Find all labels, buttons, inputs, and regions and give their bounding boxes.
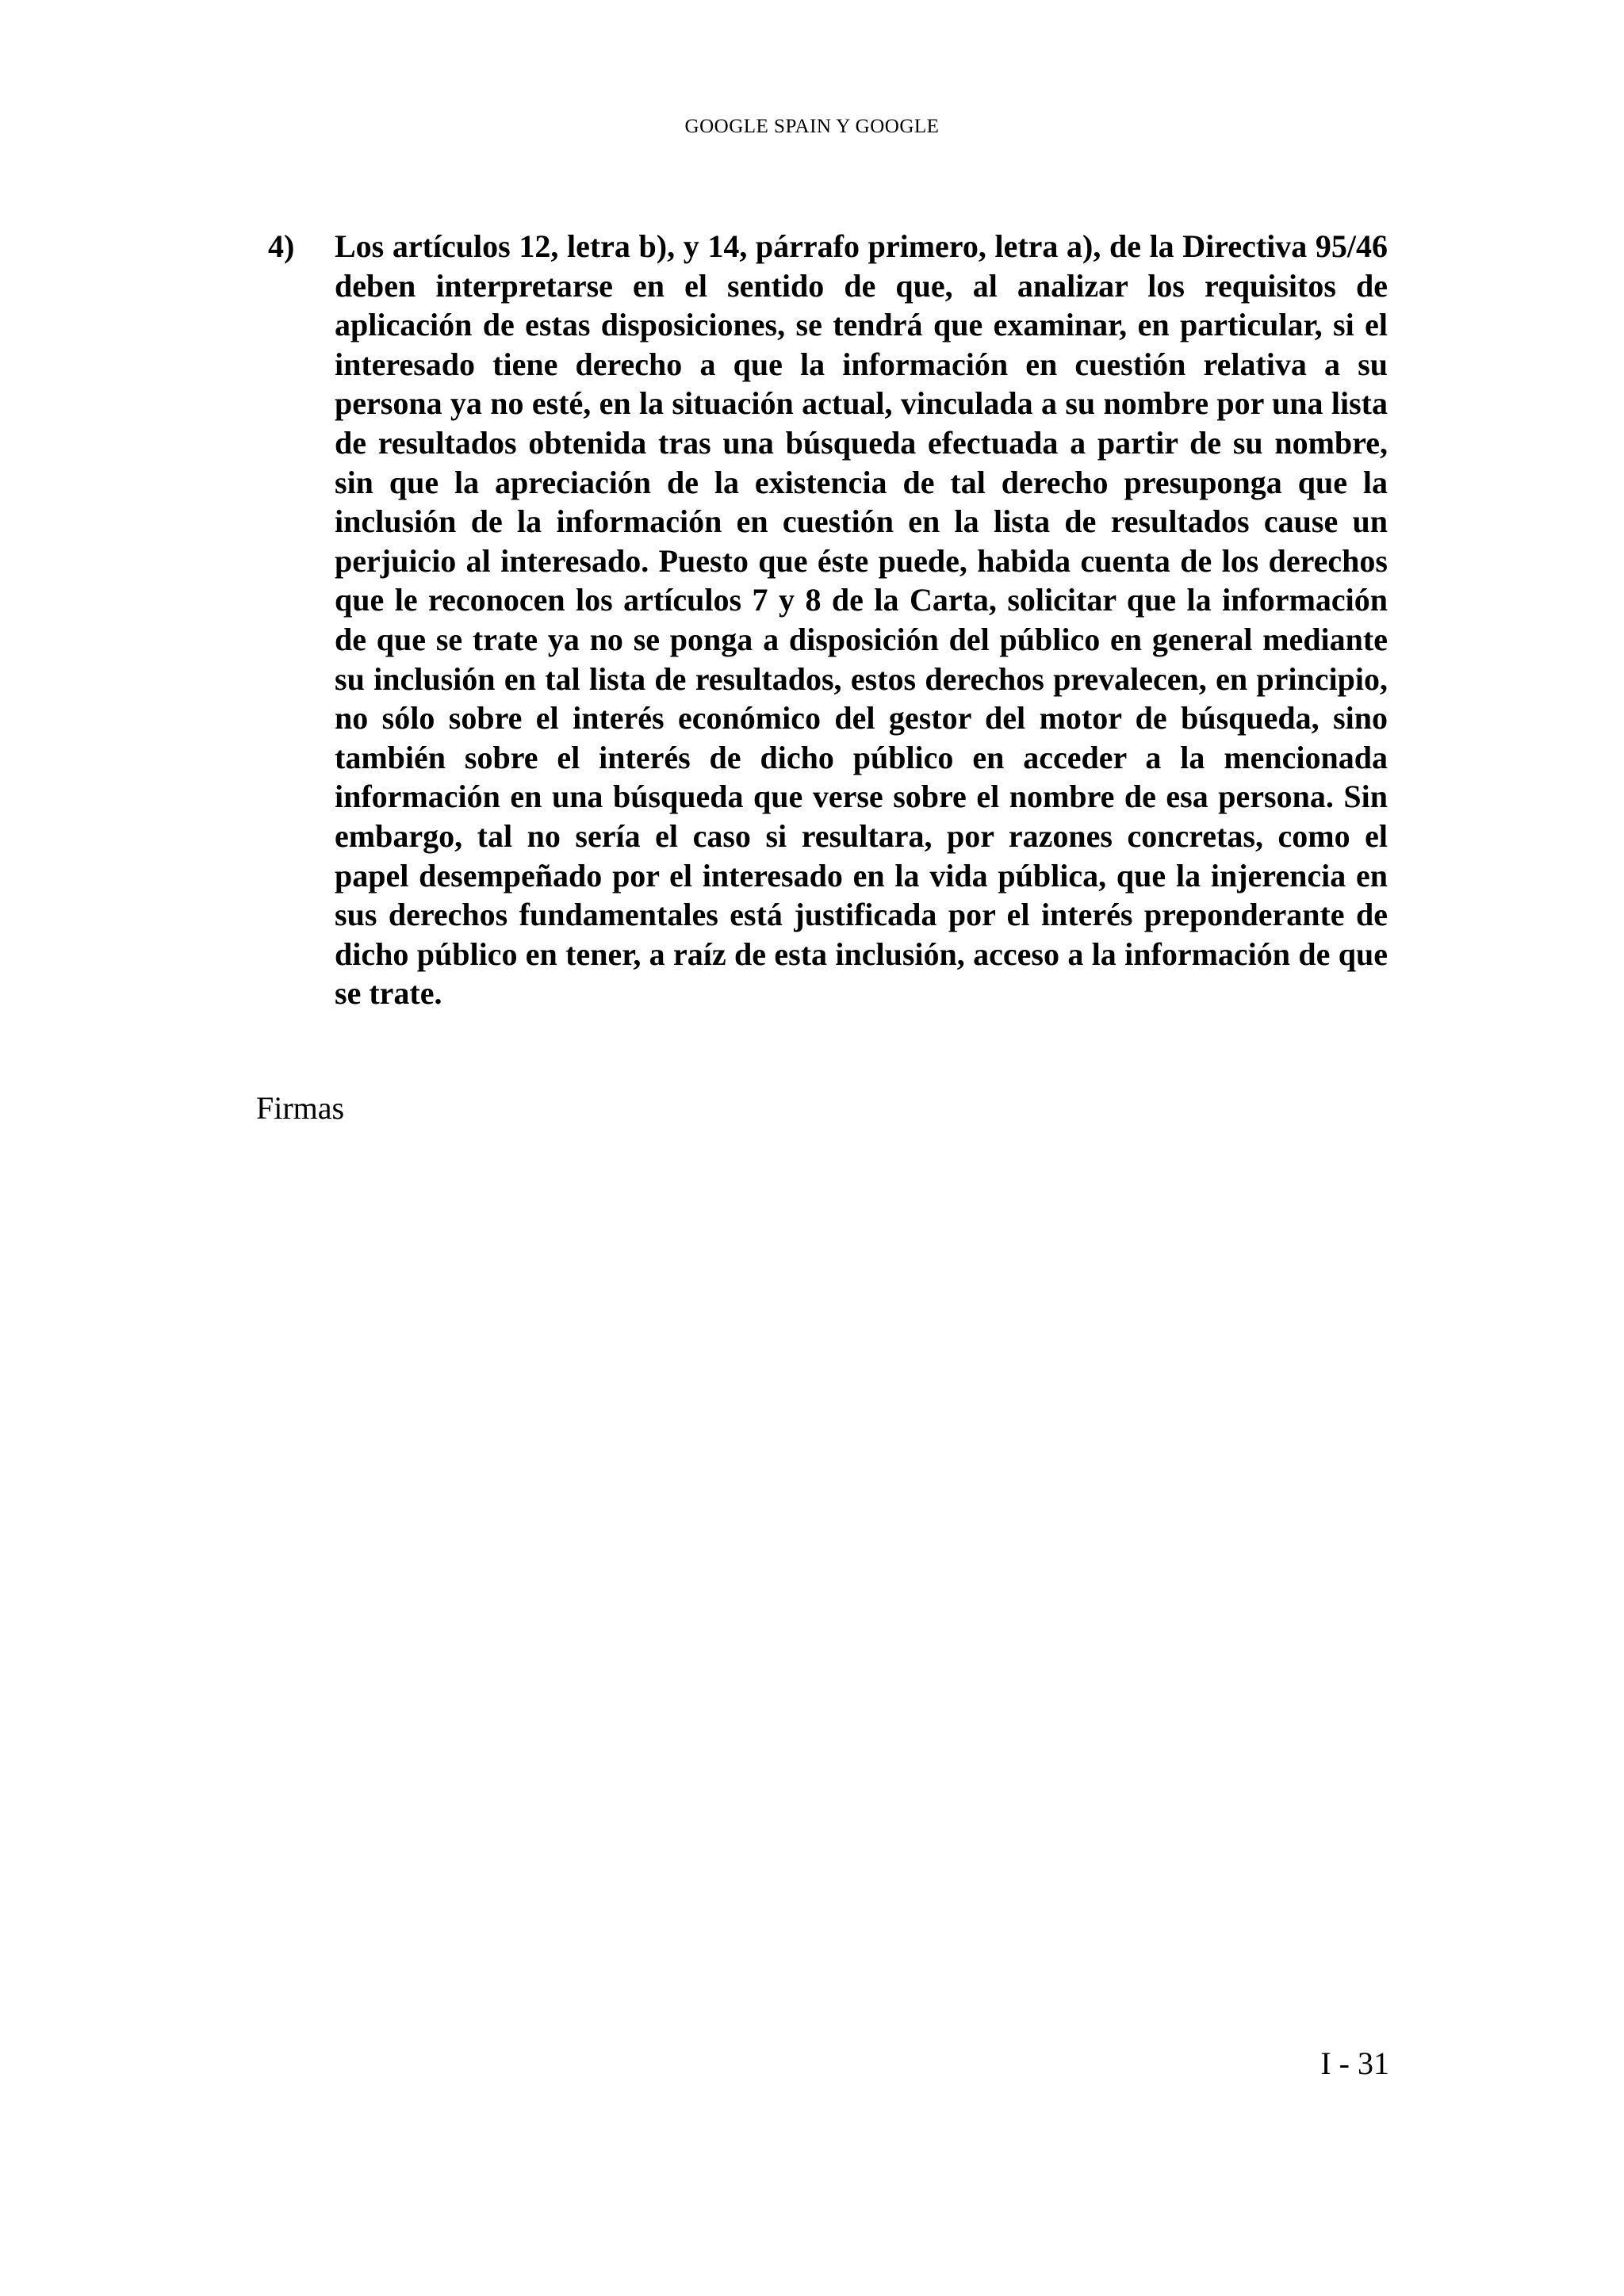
page-number: I - 31 [1320, 2045, 1389, 2081]
signatures-label: Firmas [256, 1090, 345, 1126]
ruling-number: 4) [268, 228, 295, 264]
running-header: GOOGLE SPAIN Y GOOGLE [684, 116, 940, 137]
ruling-text: Los artículos 12, letra b), y 14, párrafo primero, letra a), de la Directiva 95/46 deben interpretarse en el sentido de que, al analizar los requisitos de aplicación de estas disposiciones, se tendrá que examinar, en particular, si el interesado tiene derecho a que la información en cuestión relativa a su persona ya no esté, en la situación actual, vinculada a su nombre por una lista de resultados obtenida tras una búsqueda efectuada a partir de su nombre, sin que la apreciación de la existencia de tal derecho presuponga que la inclusión de la información en cuestión en la lista de resultados cause un perjuicio al interesado. Puesto que éste puede, habida cuenta de los derechos que le reconocen los artículos 7 y 8 de la Carta, solicitar que la información de que se trate ya no se ponga a disposición del público en general mediante su inclusión en tal lista de resultados, estos derechos prevalecen, en principio, no sólo sobre el interés económico del gestor del motor de búsqueda, sino también sobre el interés de dicho público en acceder a la mencionada información en una búsqueda que verse sobre el nombre de esa persona. Sin embargo, tal no sería el caso si resultara, por razones concretas, como el papel desempeñado por el interesado en la vida pública, que la injerencia en sus derechos fundamentales está justificada por el interés preponderante de dicho público en tener, a raíz de esta inclusión, acceso a la información de que se trate. [335, 228, 1388, 1012]
